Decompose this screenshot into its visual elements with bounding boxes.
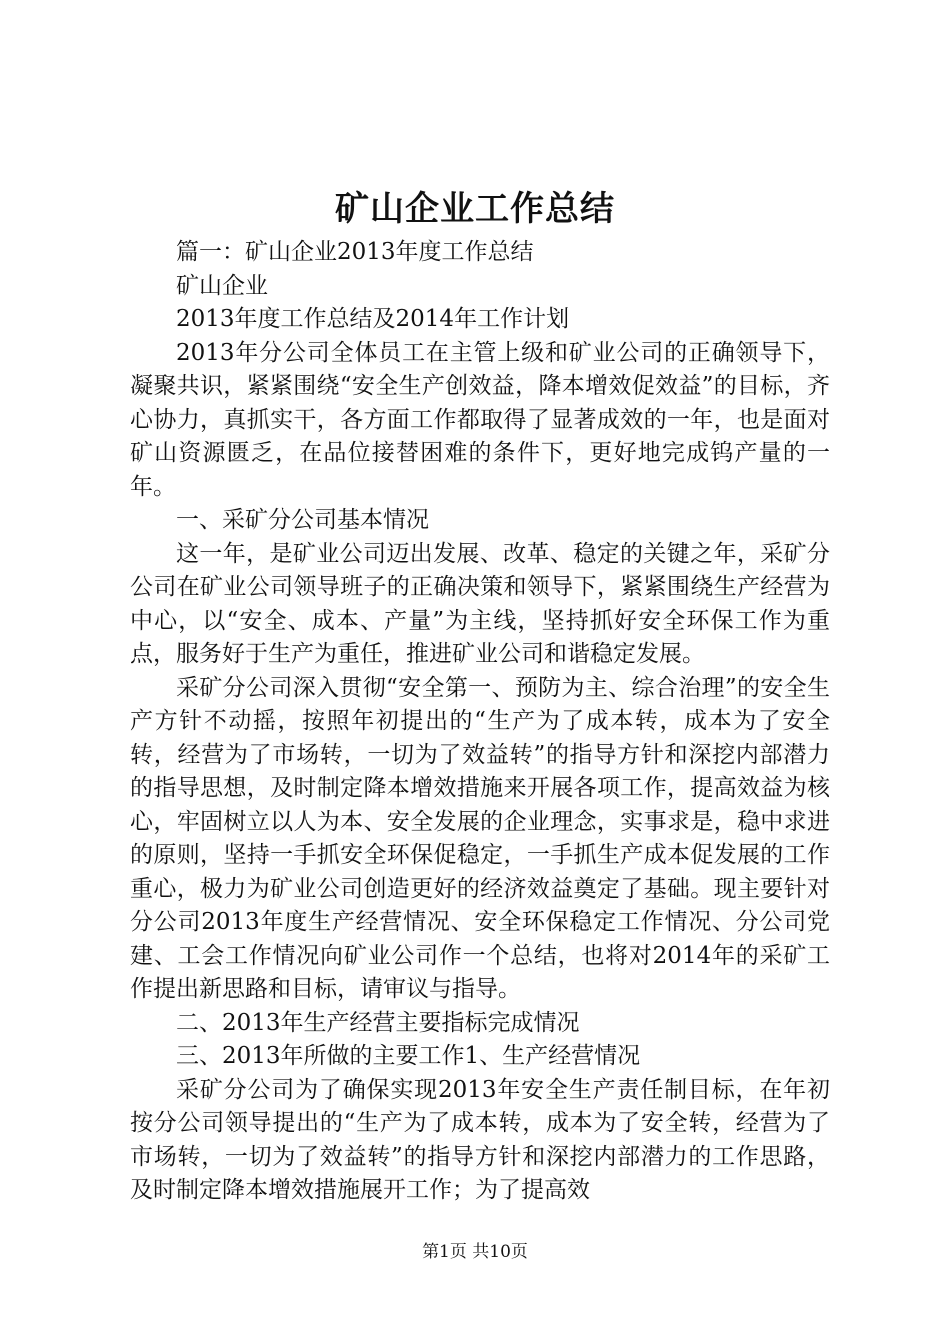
paragraph-company-label: 矿山企业 bbox=[176, 272, 268, 299]
paragraph-section-heading: 篇一：矿山企业2013年度工作总结 bbox=[176, 239, 534, 265]
paragraph-subtitle: 2013年度工作总结及2014年工作计划 bbox=[176, 306, 570, 332]
paragraph-heading-2: 二、2013年生产经营主要指标完成情况 bbox=[176, 1009, 580, 1036]
paragraph-policy: 采矿分公司深入贯彻“安全第一、预防为主、综合治理”的安全生产方针不动摇，按照年初提出的“生产为了成本转，成本为了安全转，经营为了市场转，一切为了效益转”的指导方针和深挖内部潜力的指导思想，及时制定降本增效措施来开展各项工作，提高效益为核心，牢固树立以人为本、安全发展的企业理念，实事求是，稳中求进的原则，坚持一手抓安全环保促稳定，一手抓生产成本促发展的工作重心，极力为矿业公司创造更好的经济效益奠定了基础。现主要针对分公司2013年度生产经营情况、安全环保稳定工作情况、分公司党建、工会工作情况向矿业公司作一个总结，也将对2014年的采矿工作提出新思路和目标，请审议与指导。 bbox=[130, 674, 830, 1002]
document-body bbox=[130, 236, 830, 1208]
page-footer: 第1页 共10页 bbox=[422, 1242, 528, 1262]
paragraph-heading-3: 三、2013年所做的主要工作1、生产经营情况 bbox=[176, 1043, 641, 1069]
document-title: 矿山企业工作总结 bbox=[335, 189, 615, 229]
paragraph-work-details: 采矿分公司为了确保实现2013年安全生产责任制目标，在年初按分公司领导提出的“生产为了成本转，成本为了安全转，经营为了市场转，一切为了效益转”的指导方针和深挖内部潜力的工作思路，及时制定降本增效措施展开工作；为了提高效 bbox=[130, 1076, 830, 1203]
paragraph-overview: 这一年，是矿业公司迈出发展、改革、稳定的关键之年，采矿分公司在矿业公司领导班子的正确决策和领导下，紧紧围绕生产经营为中心，以“安全、成本、产量”为主线，坚持抓好安全环保工作为重点，服务好于生产为重任，推进矿业公司和谐稳定发展。 bbox=[130, 540, 830, 667]
paragraph-intro: 2013年分公司全体员工在主管上级和矿业公司的正确领导下，凝聚共识，紧紧围绕“安全生产创效益，降本增效促效益”的目标，齐心协力，真抓实干，各方面工作都取得了显著成效的一年，也是面对矿山资源匮乏，在品位接替困难的条件下，更好地完成钨产量的一年。 bbox=[130, 339, 830, 500]
paragraph-heading-1: 一、采矿分公司基本情况 bbox=[176, 507, 429, 533]
